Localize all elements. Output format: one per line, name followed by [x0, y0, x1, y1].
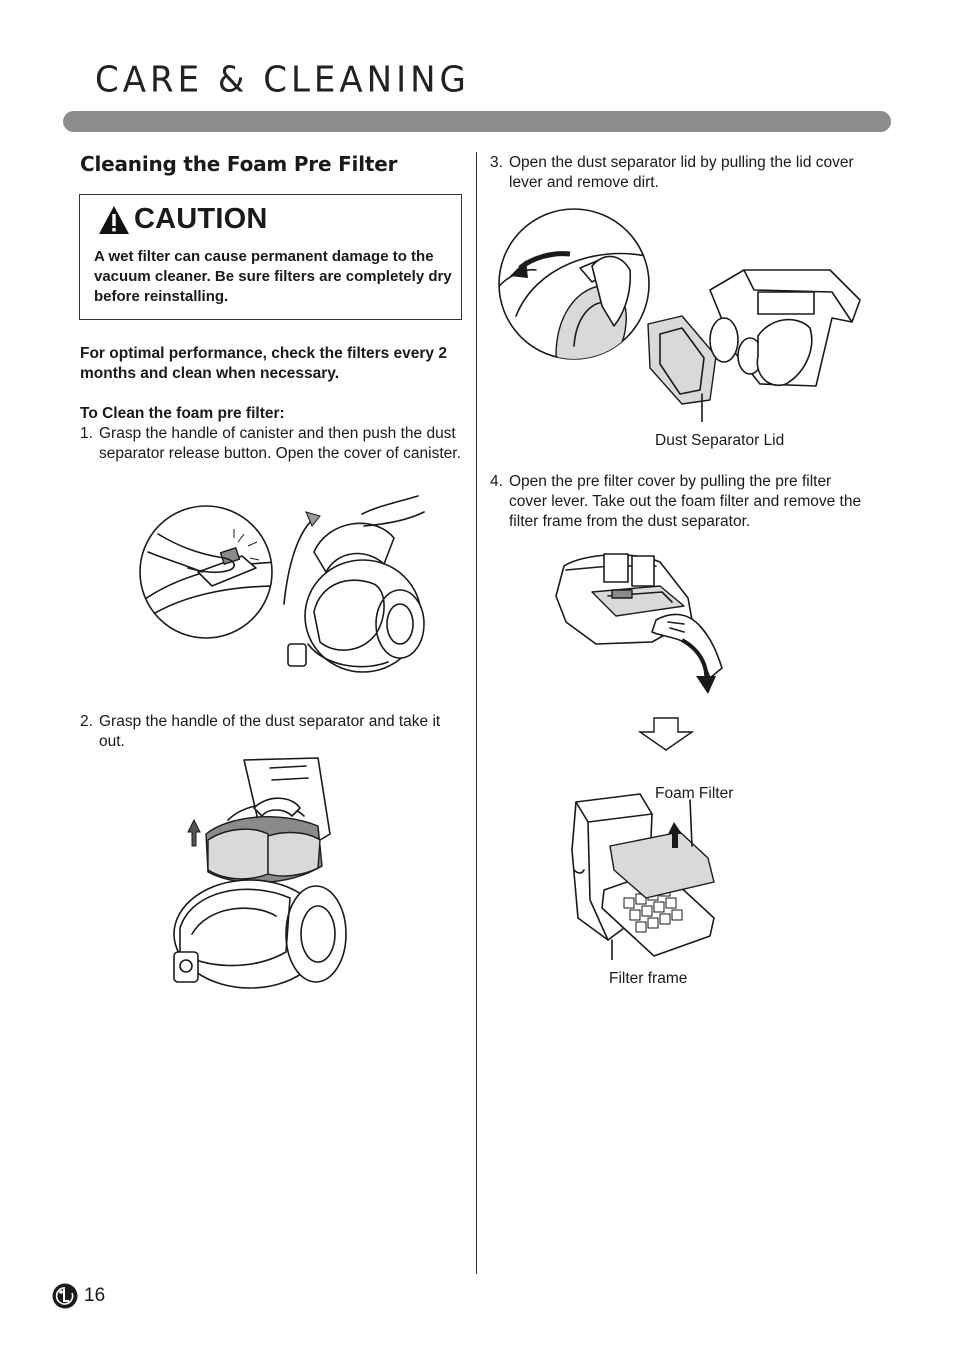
illustration-pull-lever	[552, 546, 728, 698]
label-foam-filter: Foam Filter	[655, 785, 734, 802]
page-number: 16	[84, 1285, 106, 1306]
illustration-foam-filter	[568, 790, 728, 960]
step-3	[490, 153, 870, 193]
step-number: 2.	[80, 713, 93, 730]
step-number: 4.	[490, 473, 503, 490]
page-footer	[52, 1283, 105, 1309]
step-4	[490, 472, 870, 532]
step-text: Grasp the handle of canister and then push the dust separator release button. Open the cover of canister.	[99, 425, 461, 462]
caution-word: CAUTION	[134, 203, 268, 235]
step-text: Open the dust separator lid by pulling the lid cover lever and remove dirt.	[509, 154, 854, 191]
down-arrow-icon	[638, 716, 694, 752]
illustration-remove-separator	[168, 756, 348, 992]
illustration-open-cover	[138, 494, 428, 680]
section-title: Cleaning the Foam Pre Filter	[80, 152, 398, 176]
subheading: To Clean the foam pre filter:	[80, 405, 285, 422]
label-dust-separator-lid: Dust Separator Lid	[655, 432, 785, 449]
lg-logo-icon	[52, 1283, 78, 1309]
step-2	[80, 712, 465, 752]
step-text: Open the pre filter cover by pulling the pre filter cover lever. Take out the foam filter and remove the filter frame from the dust separator.	[509, 473, 862, 530]
step-number: 1.	[80, 425, 93, 442]
caution-text: A wet filter can cause permanent damage to the vacuum cleaner. Be sure filters are completely dry before reinstalling.	[94, 248, 452, 305]
caution-box	[79, 194, 462, 320]
step-text: Grasp the handle of the dust separator and take it out.	[99, 713, 441, 750]
step-number: 3.	[490, 154, 503, 171]
caution-header	[98, 203, 268, 236]
column-divider	[476, 152, 477, 1274]
intro-text: For optimal performance, check the filters every 2 months and clean when necessary.	[80, 345, 447, 382]
page-title: CARE & CLEANING	[95, 59, 470, 101]
label-filter-frame: Filter frame	[609, 970, 688, 987]
warning-icon	[98, 205, 130, 235]
illustration-open-lid	[496, 206, 868, 422]
step-1	[80, 424, 465, 464]
title-bar	[63, 111, 891, 132]
